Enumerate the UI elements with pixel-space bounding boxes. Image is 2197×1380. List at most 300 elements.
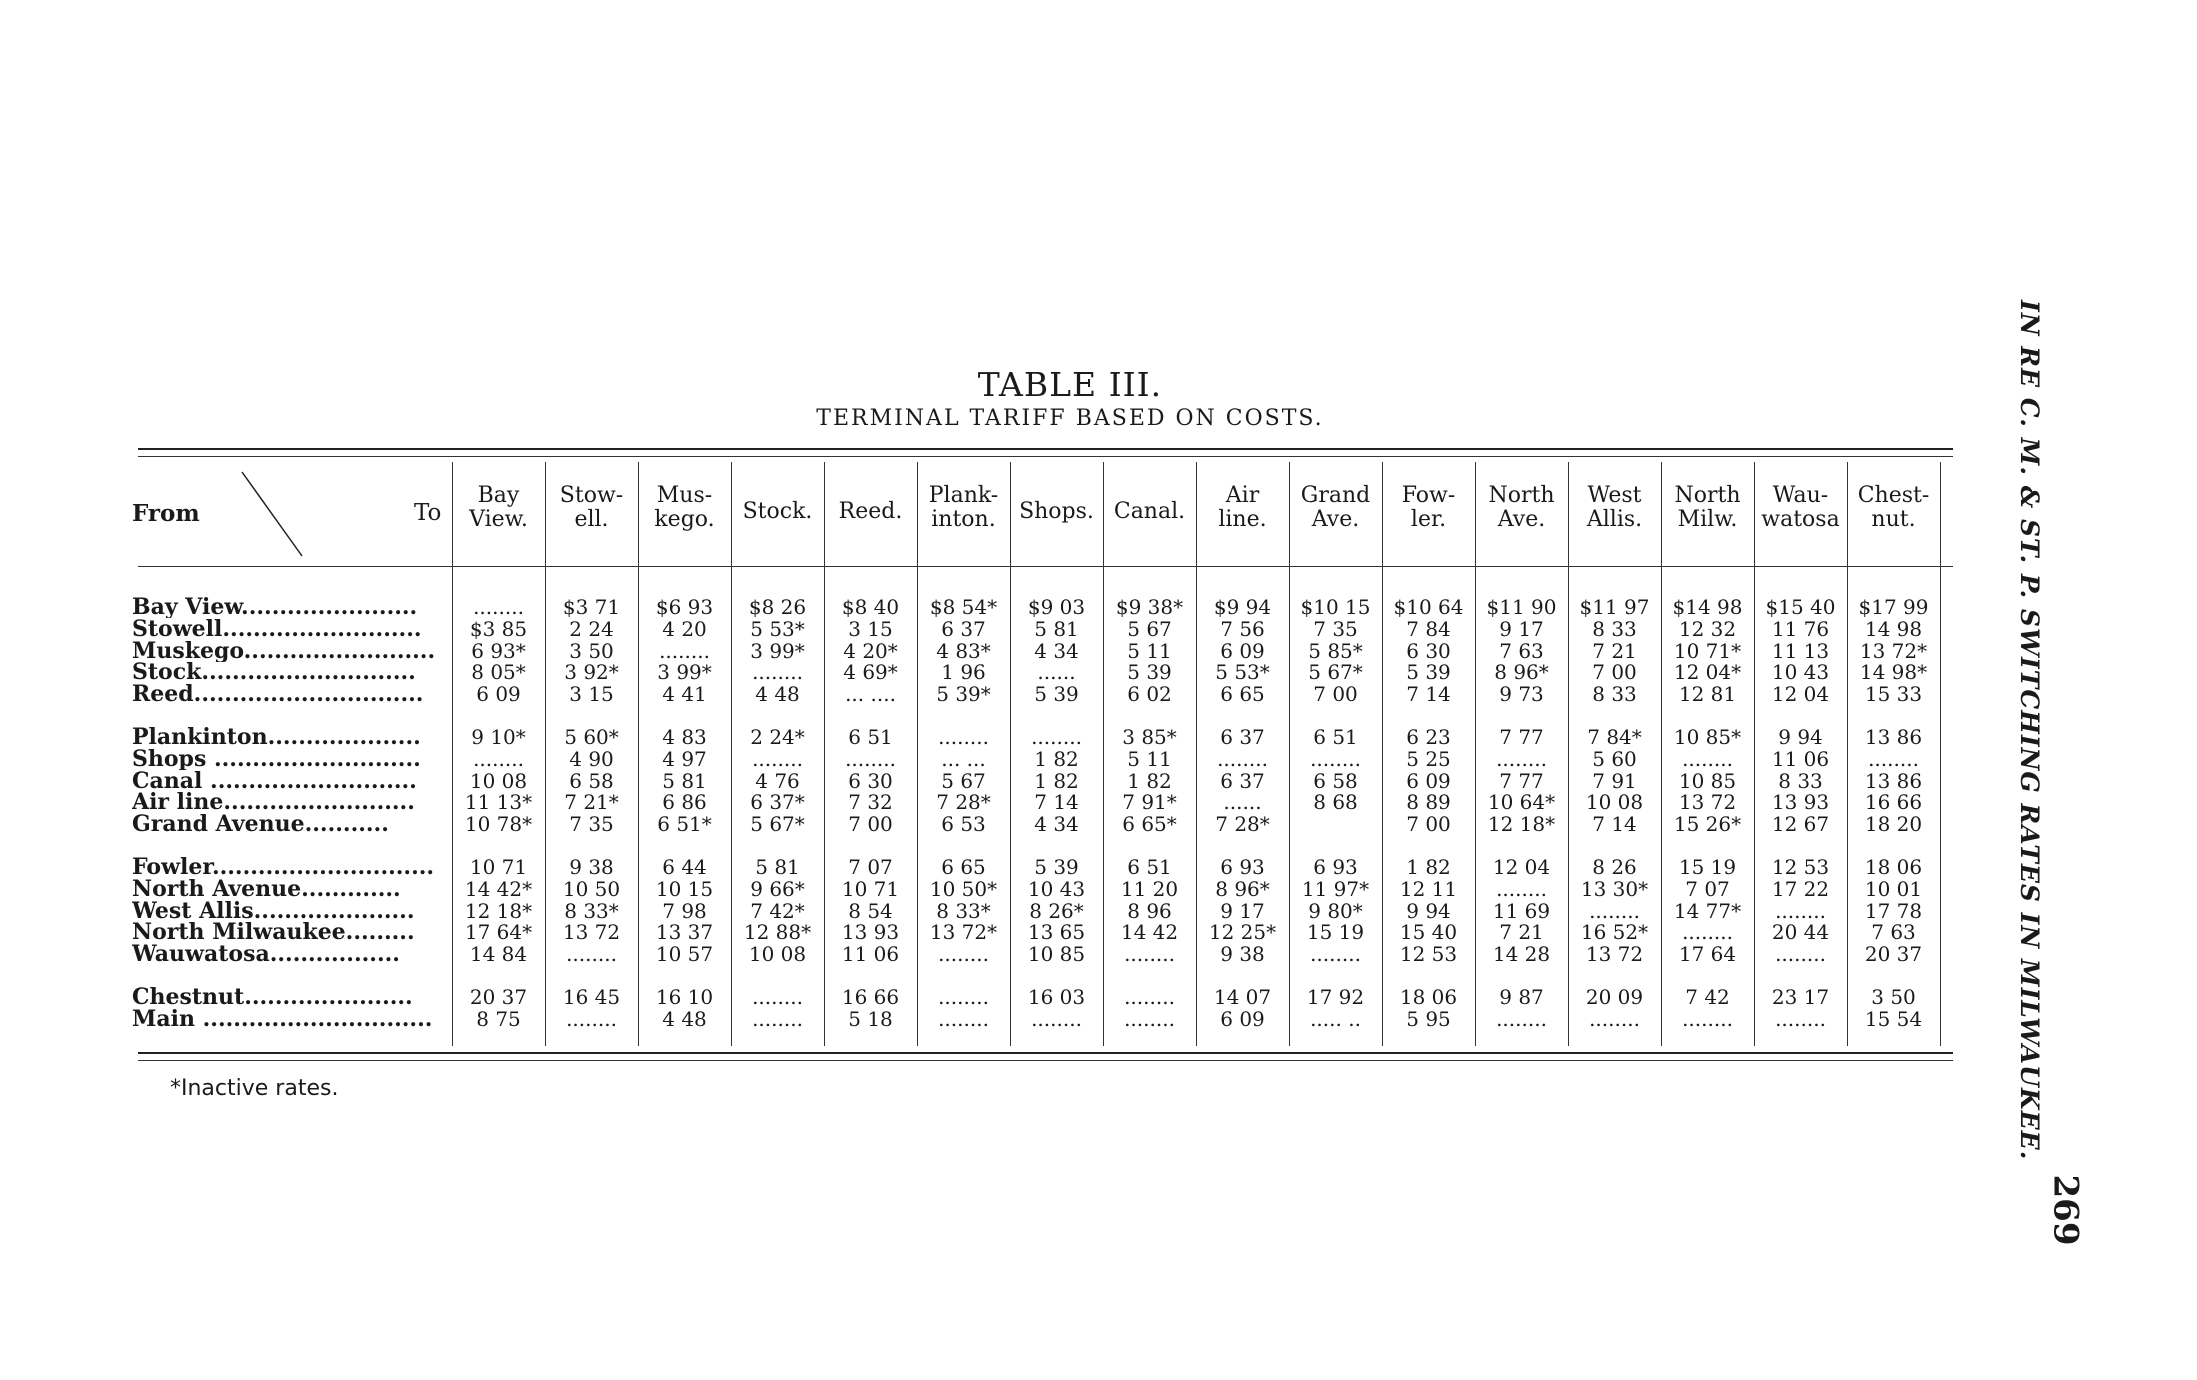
table-cell: ........ — [473, 595, 524, 619]
table-cell: 6 37* — [750, 790, 805, 815]
table-cell: 12 88* — [743, 920, 812, 945]
table-cell: 12 81 — [1678, 682, 1737, 707]
table-cell: 13 86 — [1864, 768, 1923, 793]
table-cell: 8 05* — [471, 660, 526, 685]
column-header-line: Grand — [1300, 483, 1371, 508]
table-cell: 10 43 — [1027, 876, 1086, 901]
table-cell: 5 60* — [564, 725, 619, 749]
table-cell: 17 22 — [1771, 876, 1830, 901]
table-cell: 8 96* — [1494, 660, 1549, 685]
row-label: Muskego......................... — [132, 639, 436, 662]
column-header-line: Allis. — [1586, 507, 1643, 532]
table-cell: ........ — [938, 1006, 989, 1031]
table-cell: 14 84 — [469, 942, 528, 967]
table-subtitle: TERMINAL TARIFF BASED ON COSTS. — [816, 406, 1324, 431]
table-cell: 6 23 — [1406, 725, 1451, 749]
table-cell: 6 86 — [662, 790, 707, 815]
column-rule — [1196, 462, 1197, 1046]
table-cell: 23 17 — [1771, 985, 1830, 1009]
column-rule — [638, 462, 639, 1046]
table-cell: 10 08 — [1585, 790, 1644, 815]
column-header — [1103, 500, 1196, 524]
table-cell: $9 03 — [1027, 595, 1086, 619]
column-header — [1475, 484, 1568, 532]
table-cell: 6 30 — [848, 768, 893, 793]
table-cell: 9 94 — [1778, 725, 1823, 749]
table-cell: 9 94 — [1406, 898, 1451, 923]
table-cell: 18 20 — [1864, 812, 1923, 837]
column-rule — [1475, 462, 1476, 1046]
table-cell: 6 53 — [941, 812, 986, 837]
column-header — [1754, 484, 1847, 532]
table-cell: ........ — [1775, 1006, 1826, 1031]
bottom-rule-2 — [138, 1060, 1953, 1061]
row-label: Stowell.......................... — [132, 617, 422, 640]
table-cell: 14 42 — [1120, 920, 1179, 945]
table-cell: 13 86 — [1864, 725, 1923, 749]
column-header-line: Milw. — [1677, 507, 1738, 532]
table-cell: 13 65 — [1027, 920, 1086, 945]
table-cell: 13 93 — [1771, 790, 1830, 815]
column-header-line: Ave. — [1497, 507, 1546, 532]
table-cell: 5 11 — [1127, 638, 1172, 663]
table-cell: 16 66 — [1864, 790, 1923, 815]
table-cell: $17 99 — [1858, 595, 1929, 619]
table-cell: 4 90 — [569, 746, 614, 771]
table-cell: 17 92 — [1306, 985, 1365, 1009]
table-cell: 4 83 — [662, 725, 707, 749]
table-cell: 4 20 — [662, 616, 707, 641]
table-cell: 7 14 — [1592, 812, 1637, 837]
table-cell: 6 58 — [1313, 768, 1358, 793]
table-cell: 12 04 — [1771, 682, 1830, 707]
column-rule — [1289, 462, 1290, 1046]
table-cell: 15 33 — [1864, 682, 1923, 707]
table-cell: 7 07 — [1685, 876, 1730, 901]
table-cell: 6 30 — [1406, 638, 1451, 663]
table-cell: ........ — [1682, 1006, 1733, 1031]
row-label: West Allis..................... — [132, 899, 415, 922]
table-cell: 10 85 — [1027, 942, 1086, 967]
table-cell: 13 72* — [1859, 638, 1928, 663]
table-cell: 5 67* — [1308, 660, 1363, 685]
table-cell: 3 50 — [1871, 985, 1916, 1009]
table-cell: 11 06 — [1771, 746, 1830, 771]
table-cell: 10 85 — [1678, 768, 1737, 793]
table-cell: 2 24 — [569, 616, 614, 641]
row-label: Chestnut...................... — [132, 986, 413, 1008]
table-cell: 7 00 — [848, 812, 893, 837]
table-cell: 8 96 — [1127, 898, 1172, 923]
table-cell: 7 84* — [1587, 725, 1642, 749]
table-cell: 16 52* — [1580, 920, 1649, 945]
column-header — [1382, 484, 1475, 532]
table-cell: 5 67 — [1127, 616, 1172, 641]
table-cell: $11 90 — [1486, 595, 1557, 619]
table-cell: 14 98* — [1859, 660, 1928, 685]
table-cell: 18 06 — [1399, 985, 1458, 1009]
table-cell: 7 14 — [1406, 682, 1451, 707]
table-cell: 17 64* — [464, 920, 533, 945]
table-cell: 7 84 — [1406, 616, 1451, 641]
column-header — [638, 484, 731, 532]
column-header-line: View. — [469, 507, 528, 532]
column-header — [1661, 484, 1754, 532]
table-cell: $8 26 — [748, 595, 807, 619]
table-cell: 6 09 — [476, 682, 521, 707]
row-label: Air line......................... — [132, 791, 415, 814]
column-header-line: Shops. — [1019, 499, 1094, 524]
column-header — [824, 500, 917, 524]
table-cell: 4 48 — [662, 1006, 707, 1031]
table-cell: 16 45 — [562, 985, 621, 1009]
table-cell: ........ — [1775, 898, 1826, 923]
table-cell: 10 78* — [464, 812, 533, 837]
table-cell: 12 18* — [464, 898, 533, 923]
column-header — [545, 484, 638, 532]
table-cell: 8 68 — [1313, 790, 1358, 815]
table-cell: 10 08 — [748, 942, 807, 967]
table-cell: 10 64* — [1487, 790, 1556, 815]
table-cell: ........ — [1682, 746, 1733, 771]
table-cell: 20 37 — [1864, 942, 1923, 967]
table-cell: $6 93 — [655, 595, 714, 619]
corner-from-label: From — [132, 500, 200, 527]
table-cell: 7 21 — [1499, 920, 1544, 945]
column-rule — [1754, 462, 1755, 1046]
table-cell: 5 25 — [1406, 746, 1451, 771]
table-cell: ........ — [1217, 746, 1268, 771]
table-cell: 10 43 — [1771, 660, 1830, 685]
table-cell: 10 15 — [655, 876, 714, 901]
header-bottom-rule — [138, 566, 1953, 567]
table-cell: ........ — [1496, 1006, 1547, 1031]
table-cell: 9 38 — [569, 855, 614, 879]
page-number: 269 — [2045, 1174, 2086, 1246]
row-label: Plankinton.................... — [132, 726, 421, 748]
column-header-line: line. — [1218, 507, 1267, 532]
table-cell: 12 53 — [1399, 942, 1458, 967]
row-label: Main .............................. — [132, 1007, 433, 1030]
row-label: Grand Avenue........... — [132, 813, 389, 836]
table-cell: 1 82 — [1034, 768, 1079, 793]
column-rule — [1940, 462, 1941, 1046]
table-cell: 6 93 — [1313, 855, 1358, 879]
table-cell: 5 85* — [1308, 638, 1363, 663]
table-cell: 17 78 — [1864, 898, 1923, 923]
table-cell: ........ — [1589, 1006, 1640, 1031]
table-cell: 7 63 — [1871, 920, 1916, 945]
table-cell: 5 39 — [1034, 855, 1079, 879]
table-cell: 14 07 — [1213, 985, 1272, 1009]
table-cell: 4 41 — [662, 682, 707, 707]
table-cell: 13 72 — [562, 920, 621, 945]
table-cell: ........ — [752, 746, 803, 771]
table-cell: 7 00 — [1313, 682, 1358, 707]
column-rule — [1568, 462, 1569, 1046]
table-cell: 1 82 — [1406, 855, 1451, 879]
footnote: *Inactive rates. — [170, 1076, 339, 1101]
table-cell: 7 77 — [1499, 725, 1544, 749]
table-cell: 10 57 — [655, 942, 714, 967]
table-cell: 5 60 — [1592, 746, 1637, 771]
table-cell: 10 50* — [929, 876, 998, 901]
table-cell: 11 13 — [1771, 638, 1830, 663]
column-header-line: Mus- — [656, 483, 713, 508]
running-head — [2000, 300, 2050, 1300]
table-cell: 16 03 — [1027, 985, 1086, 1009]
column-header-line: North — [1488, 483, 1555, 508]
table-cell: 11 06 — [841, 942, 900, 967]
table-cell: 14 98 — [1864, 616, 1923, 641]
row-label: Shops ........................... — [132, 747, 421, 770]
column-rule — [731, 462, 732, 1046]
column-rule — [917, 462, 918, 1046]
table-cell: 5 39 — [1034, 682, 1079, 707]
row-label: North Avenue............. — [132, 877, 401, 900]
table-cell: 7 00 — [1406, 812, 1451, 837]
table-cell: 7 63 — [1499, 638, 1544, 663]
table-cell: 11 76 — [1771, 616, 1830, 641]
table-cell: 6 44 — [662, 855, 707, 879]
table-cell: 5 81 — [1034, 616, 1079, 641]
table-cell: 8 96* — [1215, 876, 1270, 901]
table-cell: 5 67* — [750, 812, 805, 837]
column-header — [1196, 484, 1289, 532]
table-cell: ........ — [1775, 942, 1826, 967]
table-cell: ........ — [659, 638, 710, 663]
table-cell: 11 97* — [1301, 876, 1370, 901]
table-cell: 13 72* — [929, 920, 998, 945]
table-cell: ... .... — [845, 682, 896, 707]
table-cell: 6 65* — [1122, 812, 1177, 837]
table-cell: 3 15 — [569, 682, 614, 707]
table-cell: 6 02 — [1127, 682, 1172, 707]
table-cell: 15 54 — [1864, 1006, 1923, 1031]
table-cell: 6 09 — [1220, 1006, 1265, 1031]
column-header — [731, 500, 824, 524]
table-cell: 10 01 — [1864, 876, 1923, 901]
table-cell: $11 97 — [1579, 595, 1650, 619]
column-header-line: Stow- — [559, 483, 624, 508]
table-cell: ...... — [1037, 660, 1076, 685]
table-cell: 3 15 — [848, 616, 893, 641]
table-cell: 9 17 — [1220, 898, 1265, 923]
column-header-line: West — [1587, 483, 1642, 508]
table-cell: 18 06 — [1864, 855, 1923, 879]
column-header-line: Wau- — [1772, 483, 1829, 508]
table-cell: 12 18* — [1487, 812, 1556, 837]
table-cell: 6 51 — [1127, 855, 1172, 879]
table-cell: ........ — [938, 985, 989, 1009]
row-label: Reed.............................. — [132, 683, 424, 706]
table-cell: 12 32 — [1678, 616, 1737, 641]
table-cell: 3 99* — [657, 660, 712, 685]
table-cell: 5 18 — [848, 1006, 893, 1031]
table-cell: 12 53 — [1771, 855, 1830, 879]
table-cell: 3 85* — [1122, 725, 1177, 749]
table-cell: 9 38 — [1220, 942, 1265, 967]
column-header-line: Plank- — [928, 483, 999, 508]
table-cell: ........ — [1124, 1006, 1175, 1031]
table-cell: 13 30* — [1580, 876, 1649, 901]
column-header — [1568, 484, 1661, 532]
table-cell: 9 80* — [1308, 898, 1363, 923]
row-label: Fowler............................. — [132, 856, 435, 878]
table-cell: 8 54 — [848, 898, 893, 923]
table-cell: 6 37 — [1220, 768, 1265, 793]
table-cell: 17 64 — [1678, 942, 1737, 967]
table-cell: ........ — [1868, 746, 1919, 771]
table-cell: ........ — [845, 746, 896, 771]
row-label: Wauwatosa................. — [132, 943, 400, 966]
table-cell: $3 71 — [562, 595, 621, 619]
table-cell: ........ — [1496, 876, 1547, 901]
table-cell: 9 10* — [471, 725, 526, 749]
bottom-rule — [138, 1052, 1953, 1054]
column-header-line: Reed. — [838, 499, 903, 524]
table-cell: 8 75 — [476, 1006, 521, 1031]
table-cell: ........ — [566, 1006, 617, 1031]
table-cell: 6 51 — [1313, 725, 1358, 749]
column-header-line: nut. — [1871, 507, 1916, 532]
table-cell: 7 56 — [1220, 616, 1265, 641]
table-cell: ........ — [1682, 920, 1733, 945]
row-label: Stock............................ — [132, 661, 416, 684]
table-cell: 7 91* — [1122, 790, 1177, 815]
table-cell: ........ — [752, 1006, 803, 1031]
table-cell: 7 42 — [1685, 985, 1730, 1009]
table-cell: 4 48 — [755, 682, 800, 707]
table-cell: 16 66 — [841, 985, 900, 1009]
table-cell: 4 20* — [843, 638, 898, 663]
table-cell: 6 58 — [569, 768, 614, 793]
table-cell: 15 19 — [1306, 920, 1365, 945]
top-rule-2 — [138, 456, 1953, 457]
table-cell: 8 33 — [1592, 682, 1637, 707]
table-cell: 10 71 — [841, 876, 900, 901]
column-header-line: Ave. — [1311, 507, 1360, 532]
column-header — [452, 484, 545, 532]
table-cell: $8 40 — [841, 595, 900, 619]
table-cell: 4 69* — [843, 660, 898, 685]
table-cell: 7 35 — [569, 812, 614, 837]
table-cell: $15 40 — [1765, 595, 1836, 619]
table-cell: 10 85* — [1673, 725, 1742, 749]
column-header-line: inton. — [931, 507, 996, 532]
table-cell: 10 71* — [1673, 638, 1742, 663]
table-cell: 4 34 — [1034, 812, 1079, 837]
table-cell: 7 21* — [564, 790, 619, 815]
corner-diagonal — [240, 470, 310, 560]
table-cell: 9 17 — [1499, 616, 1544, 641]
table-cell: 7 14 — [1034, 790, 1079, 815]
table-cell: 5 81 — [662, 768, 707, 793]
table-cell: 10 71 — [469, 855, 528, 879]
table-cell: 11 13* — [464, 790, 533, 815]
top-rule — [138, 448, 1953, 450]
table-cell: ........ — [1310, 746, 1361, 771]
table-cell: 9 73 — [1499, 682, 1544, 707]
table-cell: 4 34 — [1034, 638, 1079, 663]
column-header-line: Fow- — [1401, 483, 1456, 508]
table-cell: 20 44 — [1771, 920, 1830, 945]
column-rule — [1382, 462, 1383, 1046]
table-cell: $10 15 — [1300, 595, 1371, 619]
table-cell: 6 09 — [1406, 768, 1451, 793]
table-cell: 5 39 — [1127, 660, 1172, 685]
table-cell: 3 50 — [569, 638, 614, 663]
column-header-line: Chest- — [1857, 483, 1930, 508]
row-label: North Milwaukee......... — [132, 921, 415, 944]
column-rule — [824, 462, 825, 1046]
table-cell: ...... — [1223, 790, 1262, 815]
column-header-line: Stock. — [742, 499, 813, 524]
table-cell: 6 93* — [471, 638, 526, 663]
column-rule — [452, 462, 453, 1046]
table-cell: ........ — [1031, 1006, 1082, 1031]
column-header — [917, 484, 1010, 532]
table-cell: $8 54* — [929, 595, 998, 619]
table-cell: 6 65 — [941, 855, 986, 879]
table-cell: 13 93 — [841, 920, 900, 945]
table-cell: 7 35 — [1313, 616, 1358, 641]
column-header — [1010, 500, 1103, 524]
table-cell: 6 37 — [1220, 725, 1265, 749]
table-cell: 7 21 — [1592, 638, 1637, 663]
table-cell: ........ — [1124, 942, 1175, 967]
table-cell: 4 83* — [936, 638, 991, 663]
table-cell: 7 91 — [1592, 768, 1637, 793]
table-cell: 8 33* — [936, 898, 991, 923]
column-header — [1847, 484, 1940, 532]
table-cell: 12 04* — [1673, 660, 1742, 685]
table-cell: 14 77* — [1673, 898, 1742, 923]
column-header-line: Canal. — [1113, 499, 1186, 524]
table-cell: ........ — [473, 746, 524, 771]
row-label: Canal ........................... — [132, 769, 417, 792]
column-rule — [1847, 462, 1848, 1046]
column-header-line: ell. — [574, 507, 609, 532]
table-cell: ........ — [938, 942, 989, 967]
table-cell: 9 66* — [750, 876, 805, 901]
table-cell: 9 87 — [1499, 985, 1544, 1009]
table-cell: $14 98 — [1672, 595, 1743, 619]
table-cell: ........ — [1589, 898, 1640, 923]
table-cell: 10 08 — [469, 768, 528, 793]
table-cell: $9 94 — [1213, 595, 1272, 619]
table-cell: 12 11 — [1399, 876, 1458, 901]
table-cell: 5 53* — [1215, 660, 1270, 685]
column-header-line: watosa — [1761, 507, 1840, 532]
table-cell: ........ — [752, 985, 803, 1009]
table-cell: 6 93 — [1220, 855, 1265, 879]
table-cell: 7 42* — [750, 898, 805, 923]
table-cell: 10 50 — [562, 876, 621, 901]
table-cell: 7 28* — [936, 790, 991, 815]
table-cell: 5 39 — [1406, 660, 1451, 685]
table-cell: ........ — [1496, 746, 1547, 771]
table-cell: $10 64 — [1393, 595, 1464, 619]
table-cell: 6 65 — [1220, 682, 1265, 707]
table-cell: 7 28* — [1215, 812, 1270, 837]
table-cell: 5 81 — [755, 855, 800, 879]
table-cell: 3 99* — [750, 638, 805, 663]
corner-to-label: To — [414, 500, 442, 526]
table-cell: 13 72 — [1585, 942, 1644, 967]
table-cell: 11 20 — [1120, 876, 1179, 901]
table-cell: 7 07 — [848, 855, 893, 879]
